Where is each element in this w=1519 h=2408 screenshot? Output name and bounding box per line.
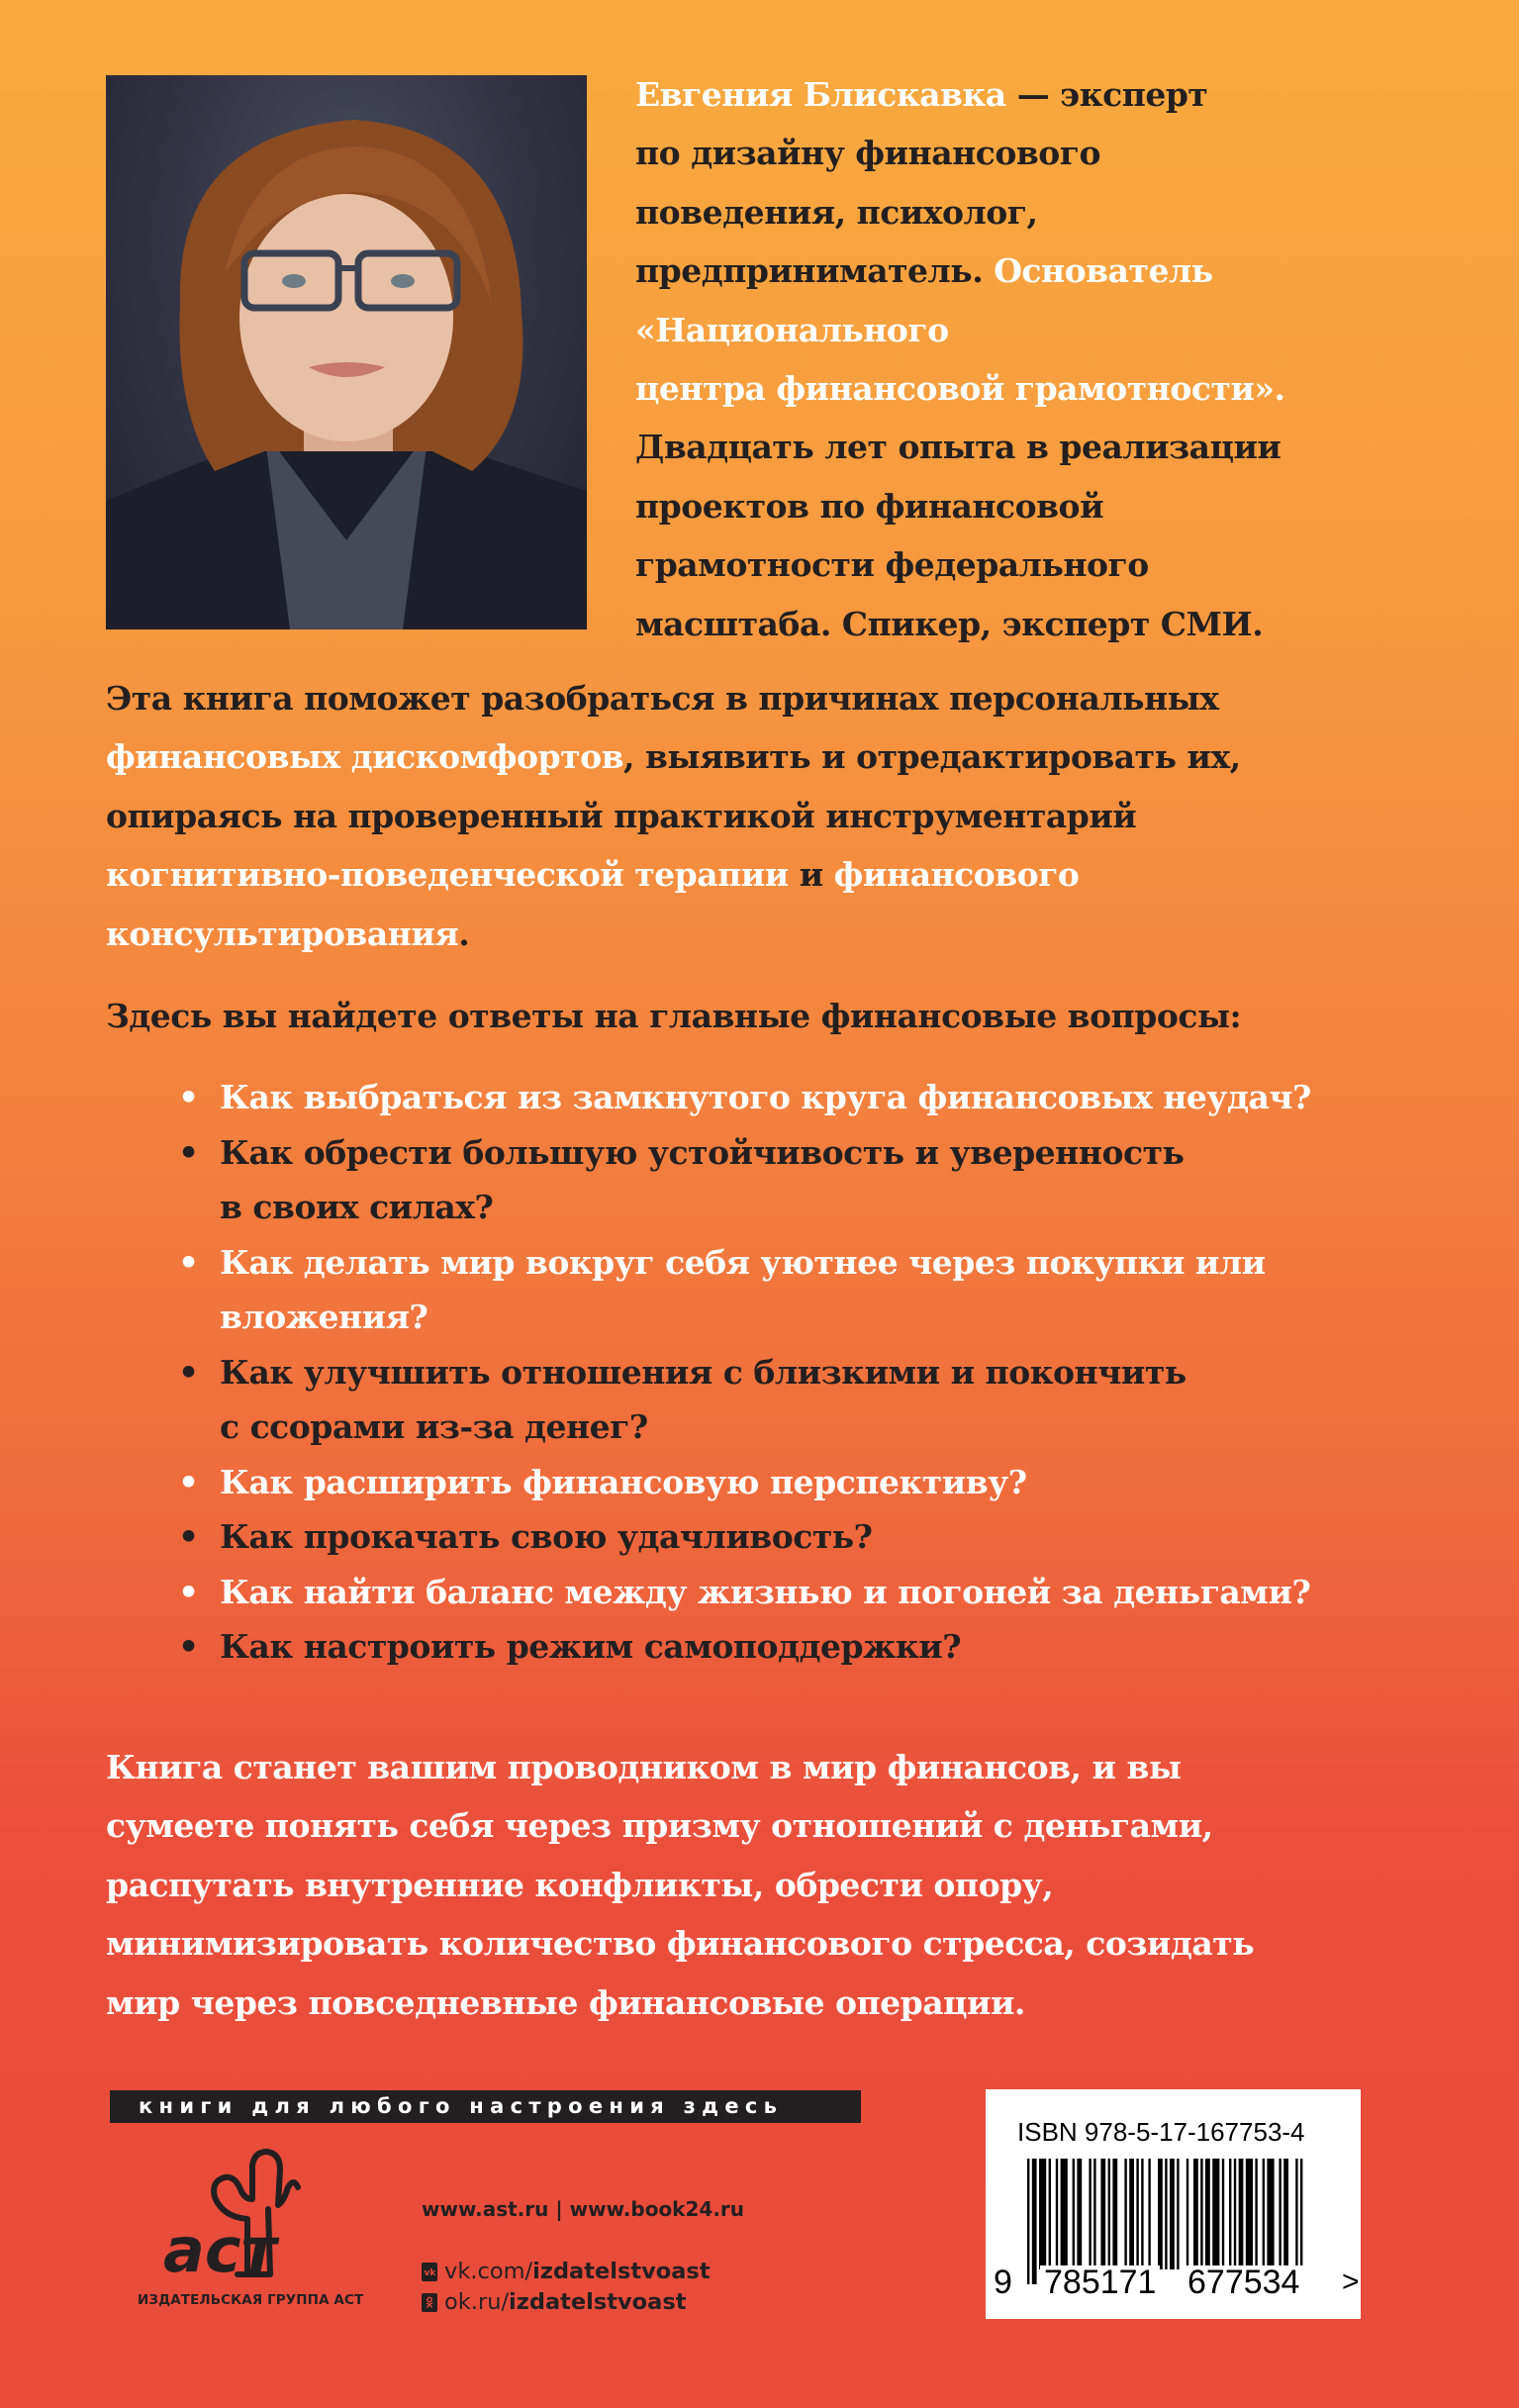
bio-line [635, 477, 1318, 535]
question-item [178, 1070, 1405, 1125]
question-item [178, 1455, 1405, 1510]
question-text: Как делать мир вокруг себя уютнее через покупки или [220, 1242, 1266, 1282]
closing-line: сумеете понять себя через призму отношений с деньгами, [106, 1806, 1213, 1846]
question-text: Как прокачать свою удачливость? [220, 1517, 873, 1556]
author-photo [106, 75, 587, 629]
bullet-icon: • [178, 1242, 199, 1282]
bio-line [635, 301, 1318, 359]
intro-text: . [458, 914, 470, 953]
bio-line [635, 65, 1318, 124]
ean-left-group: 785171 [1040, 2265, 1160, 2299]
ean-digit-first: 9 [994, 2264, 1012, 2301]
bio-text: центра финансовой грамотности». [635, 369, 1285, 409]
bio-text: предприниматель. [635, 251, 995, 291]
bio-line [635, 183, 1318, 241]
ast-logo-icon [163, 2148, 302, 2288]
bullet-icon: • [178, 1352, 199, 1392]
bullet-icon: • [178, 1517, 199, 1556]
svg-text:аст: аст [163, 2214, 277, 2286]
intro-text: консультирования [106, 914, 459, 953]
question-text: Как найти баланс между жизнью и погоней за деньгами? [220, 1572, 1311, 1611]
intro-line [106, 905, 1392, 963]
bio-line [635, 359, 1318, 418]
question-item [178, 1235, 1405, 1345]
question-text: с ссорами из-за денег? [220, 1407, 648, 1446]
question-item [178, 1565, 1405, 1620]
publisher-name: ИЗДАТЕЛЬСКАЯ ГРУППА АСТ [138, 2292, 364, 2308]
intro-text: финансовых дискомфортов [106, 737, 624, 777]
ok-icon [422, 2293, 437, 2312]
question-item [178, 1345, 1405, 1455]
question-item [178, 1125, 1405, 1235]
question-text: Как выбраться из замкнутого круга финансовых неудач? [220, 1078, 1311, 1116]
intro-text: и [788, 855, 834, 895]
intro-text: когнитивно-поведенческой терапии [106, 855, 789, 895]
bio-text: грамотности федерального [635, 545, 1149, 585]
ean-arrow: > [1342, 2265, 1360, 2298]
question-text: вложения? [220, 1298, 428, 1336]
question-text: Как расширить финансовую перспективу? [220, 1462, 1027, 1501]
bio-line [635, 595, 1318, 653]
intro-text: опираясь на проверенный практикой инструментарий [106, 796, 1137, 835]
closing-line: минимизировать количество финансового стресса, созидать [106, 1924, 1255, 1964]
vk-link[interactable] [422, 2259, 711, 2284]
isbn-barcode-box [986, 2089, 1361, 2319]
ean-right-group: 677534 [1184, 2265, 1303, 2299]
question-item [178, 1619, 1405, 1675]
ok-prefix: ok.ru/ [444, 2289, 510, 2315]
ok-link[interactable] [422, 2289, 686, 2315]
intro-line [106, 787, 1392, 845]
bio-line [635, 124, 1318, 182]
question-text: в своих силах? [220, 1188, 494, 1226]
isbn-number: ISBN 978-5-17-167753-4 [1017, 2117, 1305, 2147]
questions-list [178, 1070, 1405, 1675]
bio-text: поведения, психолог, [635, 192, 1038, 232]
question-text: Как обрести большую устойчивость и уверенность [220, 1132, 1185, 1172]
bullet-icon: • [178, 1572, 199, 1611]
intro-text: Эта книга поможет разобраться в причинах персональных [106, 679, 1219, 718]
bio-text: проектов по финансовой [635, 486, 1104, 526]
intro-line [106, 727, 1392, 786]
bio-text: масштаба. Спикер, эксперт СМИ. [635, 604, 1264, 643]
vk-icon [422, 2263, 437, 2281]
promo-banner: книги для любого настроения здесь [110, 2090, 861, 2123]
svg-text:vk: vk [424, 2268, 435, 2277]
ast-logo [163, 2148, 302, 2288]
bullet-icon: • [178, 1627, 199, 1666]
closing-line: распутать внутренние конфликты, обрести опору, [106, 1865, 1054, 1904]
book-description [106, 669, 1392, 963]
bio-line [635, 241, 1318, 300]
intro-text: финансового [833, 855, 1080, 895]
bio-text: Двадцать лет опыта в реализации [635, 428, 1282, 467]
bio-text: — эксперт [1005, 75, 1208, 114]
bio-text: Основатель [994, 251, 1213, 291]
bio-line [635, 418, 1318, 476]
intro-line [106, 845, 1392, 904]
vk-handle: izdatelstvoast [532, 2259, 711, 2284]
question-item [178, 1509, 1405, 1565]
publisher-websites[interactable]: www.ast.ru | www.book24.ru [422, 2197, 745, 2221]
vk-prefix: vk.com/ [444, 2259, 533, 2284]
bio-text: Евгения Блискавка [635, 75, 1006, 114]
bio-line [635, 535, 1318, 594]
question-text: Как настроить режим самоподдержки? [220, 1627, 962, 1666]
bio-text: «Национального [635, 310, 949, 349]
bullet-icon: • [178, 1132, 199, 1172]
intro-line [106, 669, 1392, 727]
author-bio [635, 65, 1318, 653]
intro-text: , выявить и отредактировать их, [623, 737, 1241, 777]
bio-text: по дизайну финансового [635, 134, 1101, 173]
portrait-illustration [106, 75, 587, 629]
bullet-icon: • [178, 1078, 199, 1116]
closing-line: мир через повседневные финансовые операции. [106, 1982, 1025, 2022]
closing-line: Книга станет вашим проводником в мир финансов, и вы [106, 1748, 1182, 1786]
questions-heading: Здесь вы найдете ответы на главные финансовые вопросы: [106, 997, 1242, 1035]
closing-paragraph [106, 1738, 1392, 2032]
question-text: Как улучшить отношения с близкими и покончить [220, 1352, 1187, 1392]
ok-handle: izdatelstvoast [509, 2289, 687, 2315]
bullet-icon: • [178, 1462, 199, 1501]
